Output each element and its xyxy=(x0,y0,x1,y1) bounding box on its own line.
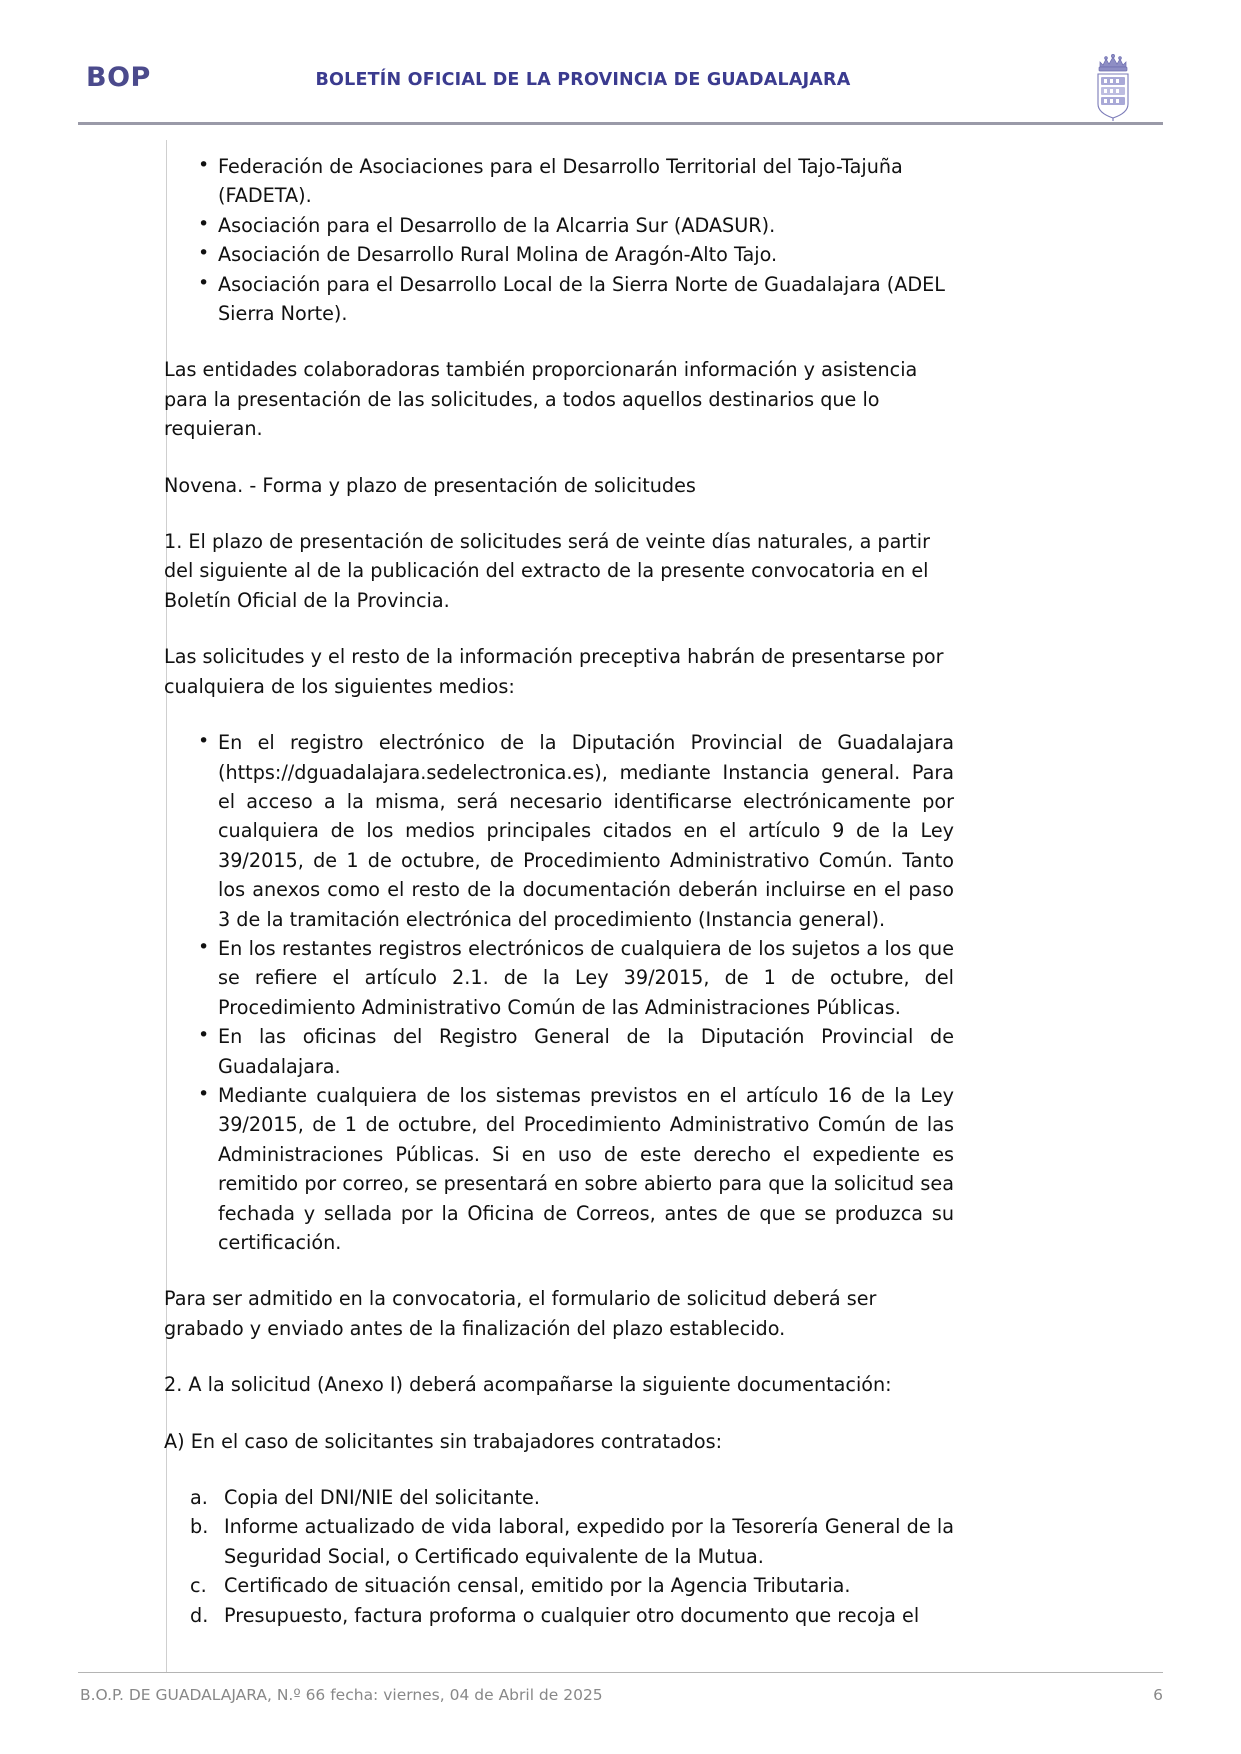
paragraph-anexo: 2. A la solicitud (Anexo I) deberá acompañarse la siguiente documentación: xyxy=(164,1373,892,1397)
list-item: • Federación de Asociaciones para el Desarrollo Territorial del Tajo-Tajuña (FADETA). xyxy=(164,152,954,211)
list-item: • Mediante cualquiera de los sistemas previstos en el artículo 16 de la Ley 39/2015, de 1 de octubre, del Procedimiento Administrativo Común de las Administraciones Públicas. Si en uso de este derecho el expediente es remitido por correo, se presentará en sobre abierto para que la solicitud sea fechada y sellada por la Oficina de Correos, antes de que se produzca su certificación. xyxy=(164,1081,954,1257)
document-body xyxy=(164,152,954,1630)
list-item: • Asociación para el Desarrollo Local de la Sierra Norte de Guadalajara (ADEL Sierra Norte). xyxy=(164,270,954,329)
submission-means-list xyxy=(164,728,954,1257)
paragraph-admitido: Para ser admitido en la convocatoria, el formulario de solicitud deberá ser grabado y enviado antes de la finalización del plazo establecido. xyxy=(164,1287,877,1340)
list-item: • Asociación para el Desarrollo de la Alcarria Sur (ADASUR). xyxy=(164,211,954,240)
list-item: • En el registro electrónico de la Diputación Provincial de Guadalajara (https://dguadalajara.sedelectronica.es), mediante Instancia general. Para el acceso a la misma, será necesario identificarse electrónicamente por cualquiera de los medios principales citados en el artículo 9 de la Ley 39/2015, de 1 de octubre, de Procedimiento Administrativo Común. Tanto los anexos como el resto de la documentación deberán incluirse en el paso 3 de la tramitación electrónica del procedimiento (Instancia general). xyxy=(164,728,954,934)
bop-masthead: BOP xyxy=(86,62,151,93)
paragraph-plazo: 1. El plazo de presentación de solicitudes será de veinte días naturales, a partir del siguiente al de la publicación del extracto de la presente convocatoria en el Boletín Oficial de la Provincia. xyxy=(164,530,931,612)
list-item: Copia del DNI/NIE del solicitante. xyxy=(224,1486,540,1510)
page-footer xyxy=(80,1686,1163,1712)
list-item: • En los restantes registros electrónicos de cualquiera de los sujetos a los que se refiere el artículo 2.1. de la Ley 39/2015, de 1 de octubre, del Procedimiento Administrativo Común de las Administraciones Públicas. xyxy=(164,934,954,1022)
required-documents-list xyxy=(164,1483,954,1630)
footer-divider xyxy=(78,1672,1163,1673)
header-divider xyxy=(78,122,1163,125)
bulletin-title: BOLETÍN OFICIAL DE LA PROVINCIA DE GUADALAJARA xyxy=(315,70,851,90)
paragraph-colaboradoras: Las entidades colaboradoras también proporcionarán información y asistencia para la presentación de las solicitudes, a todos aquellos destinarios que lo requieran. xyxy=(164,358,918,441)
list-item: Presupuesto, factura proforma o cualquier otro documento que recoja el xyxy=(224,1603,920,1627)
footer-citation: B.O.P. DE GUADALAJARA, N.º 66 fecha: viernes, 04 de Abril de 2025 xyxy=(80,1686,603,1704)
list-item: • Asociación de Desarrollo Rural Molina de Aragón-Alto Tajo. xyxy=(164,240,954,269)
list-item: Certificado de situación censal, emitido por la Agencia Tributaria. xyxy=(224,1574,851,1598)
list-item: • En las oficinas del Registro General de la Diputación Provincial de Guadalajara. xyxy=(164,1022,954,1081)
page-number: 6 xyxy=(1153,1686,1163,1704)
heading-novena: Novena. - Forma y plazo de presentación de solicitudes xyxy=(164,473,696,497)
page-header xyxy=(78,48,1163,120)
collaborating-entities-list xyxy=(164,152,954,328)
list-item: Informe actualizado de vida laboral, expedido por la Tesorería General de la Seguridad Social, o Certificado equivalente de la Mutua. xyxy=(224,1515,954,1568)
coat-of-arms-icon xyxy=(1090,50,1136,122)
paragraph-medios-intro: Las solicitudes y el resto de la información preceptiva habrán de presentarse por cualquiera de los siguientes medios: xyxy=(164,645,944,698)
paragraph-caso-a: A) En el caso de solicitantes sin trabajadores contratados: xyxy=(164,1429,723,1453)
